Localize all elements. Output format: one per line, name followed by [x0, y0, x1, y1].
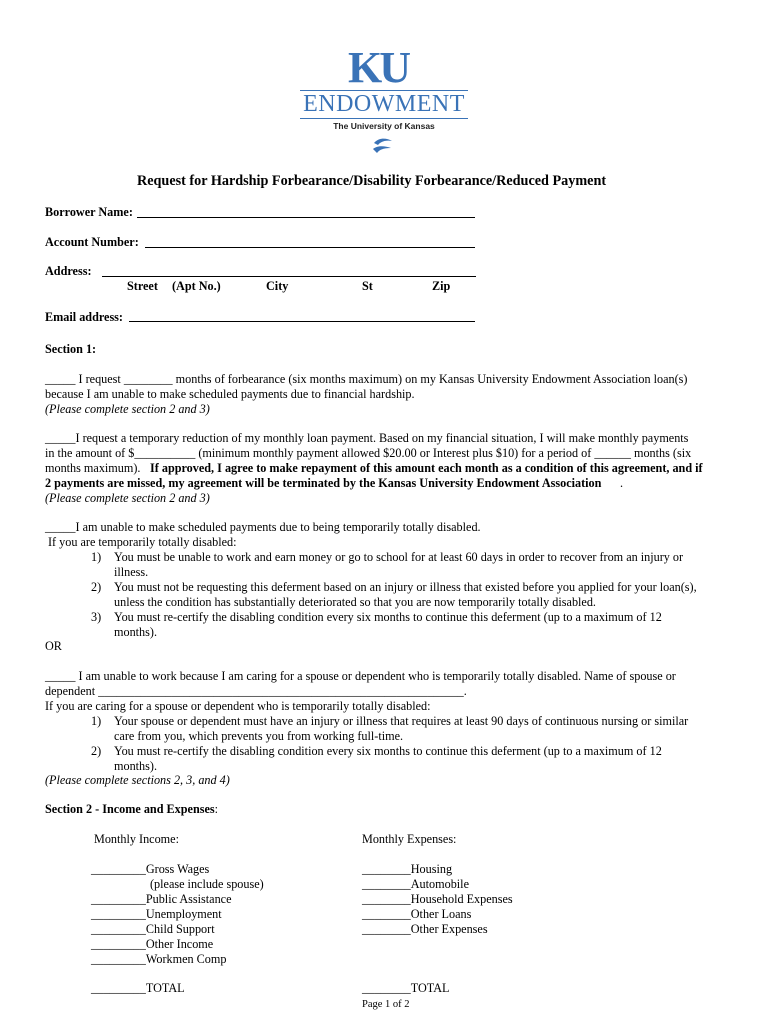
list-item: You must not be requesting this deferment based on an injury or illness that existed before you applied for your loan(s), [114, 580, 697, 594]
logo-rule-bottom [300, 118, 468, 119]
list-item: months). [114, 625, 157, 639]
disability-intro: If you are temporarily totally disabled: [48, 535, 237, 549]
monthly-expenses-label: Monthly Expenses: [362, 832, 457, 846]
section2-heading [45, 802, 218, 817]
caregiver-request-line: _____ I am unable to work because I am caring for a spouse or dependent who is temporarily totally disabled. Name of spouse or [45, 669, 676, 683]
list-item: You must be unable to work and earn money or go to school for at least 60 days in order to recover from an injury or [114, 550, 684, 564]
expense-item[interactable]: ________Household Expenses [362, 892, 513, 906]
address-field[interactable] [102, 276, 476, 277]
section2-heading-colon: : [214, 802, 219, 816]
monthly-income-label: Monthly Income: [94, 832, 179, 846]
email-label: Email address: [45, 310, 123, 324]
account-number-label: Account Number: [45, 235, 139, 249]
reduction-agreement-bold: If approved, I agree to make repayment of this amount each month as a condition of this agreement, and if [150, 461, 703, 475]
reduction-agreement-bold: 2 payments are missed, my agreement will be terminated by the Kansas University Endowment Association [45, 476, 602, 490]
list-item: Your spouse or dependent must have an injury or illness that requires at least 90 days of continuous nursing or similar [114, 714, 689, 728]
income-item[interactable]: _________Workmen Comp [91, 952, 227, 966]
income-item[interactable]: _________Unemployment [91, 907, 222, 921]
income-total[interactable]: _________TOTAL [91, 981, 185, 995]
income-item[interactable]: _________Public Assistance [91, 892, 232, 906]
list-item: unless the condition has substantially deteriorated so that you are now temporarily totally disabled. [114, 595, 596, 609]
forbearance-request-line: _____ I request ________ months of forbearance (six months maximum) on my Kansas University Endowment Association loan(s) [45, 372, 688, 386]
caregiver-intro: If you are caring for a spouse or dependent who is temporarily totally disabled: [45, 699, 431, 713]
expense-item[interactable]: ________Other Loans [362, 907, 472, 921]
account-number-field[interactable] [145, 247, 475, 248]
list-number: 3) [91, 610, 102, 624]
section2-heading-text: Section 2 - Income and Expenses [45, 802, 215, 816]
income-item-note: (please include spouse) [150, 877, 264, 891]
logo-mark: KU [348, 43, 408, 92]
section1-heading: Section 1: [45, 342, 97, 356]
address-city-label: City [266, 279, 289, 293]
reduction-request-line: months maximum). [45, 461, 141, 475]
logo-subtitle: The University of Kansas [333, 121, 435, 131]
jayhawk-wave-icon [371, 136, 395, 156]
list-item: You must re-certify the disabling condition every six months to continue this deferment (up to a maximum of 12 [114, 610, 662, 624]
expense-item[interactable]: ________Automobile [362, 877, 469, 891]
email-field[interactable] [129, 321, 475, 322]
reduction-request-line: _____I request a temporary reduction of my monthly loan payment. Based on my financial situation, I will make monthly payments [45, 431, 689, 445]
income-item[interactable]: _________Gross Wages [91, 862, 210, 876]
borrower-name-label: Borrower Name: [45, 205, 133, 219]
address-apt-label: (Apt No.) [172, 279, 221, 293]
ku-endowment-logo [298, 43, 470, 162]
reduction-note: (Please complete section 2 and 3) [45, 491, 210, 505]
list-number: 1) [91, 550, 102, 564]
forbearance-note: (Please complete section 2 and 3) [45, 402, 210, 416]
or-separator: OR [45, 639, 62, 653]
address-zip-label: Zip [432, 279, 451, 293]
caregiver-note: (Please complete sections 2, 3, and 4) [45, 773, 230, 787]
expense-item[interactable]: ________Housing [362, 862, 453, 876]
income-item[interactable]: _________Child Support [91, 922, 215, 936]
expense-total[interactable]: ________TOTAL [362, 981, 450, 995]
logo-rule-top [300, 90, 468, 91]
borrower-name-field[interactable] [137, 217, 475, 218]
disability-request-line: _____I am unable to make scheduled payments due to being temporarily totally disabled. [45, 520, 481, 534]
page-number: Page 1 of 2 [362, 999, 410, 1010]
list-item: illness. [114, 565, 149, 579]
address-street-label: Street [127, 279, 158, 293]
list-number: 2) [91, 744, 102, 758]
list-number: 2) [91, 580, 102, 594]
expense-item[interactable]: ________Other Expenses [362, 922, 488, 936]
forbearance-request-line: because I am unable to make scheduled payments due to financial hardship. [45, 387, 415, 401]
list-number: 1) [91, 714, 102, 728]
list-item: months). [114, 759, 157, 773]
income-item[interactable]: _________Other Income [91, 937, 214, 951]
reduction-request-line: in the amount of $__________ (minimum monthly payment allowed $20.00 or Interest plus $10) for a period of ______ months (six [45, 446, 692, 460]
caregiver-request-line: dependent ____________________________________________________________. [45, 684, 467, 698]
page-title: Request for Hardship Forbearance/Disability Forbearance/Reduced Payment [137, 173, 607, 189]
logo-name: ENDOWMENT [303, 91, 465, 117]
reduction-agreement-period: . [620, 476, 624, 490]
address-state-label: St [362, 279, 373, 293]
list-item: care from you, which prevents you from working full-time. [114, 729, 404, 743]
list-item: You must re-certify the disabling condition every six months to continue this deferment (up to a maximum of 12 [114, 744, 662, 758]
address-label: Address: [45, 264, 92, 278]
